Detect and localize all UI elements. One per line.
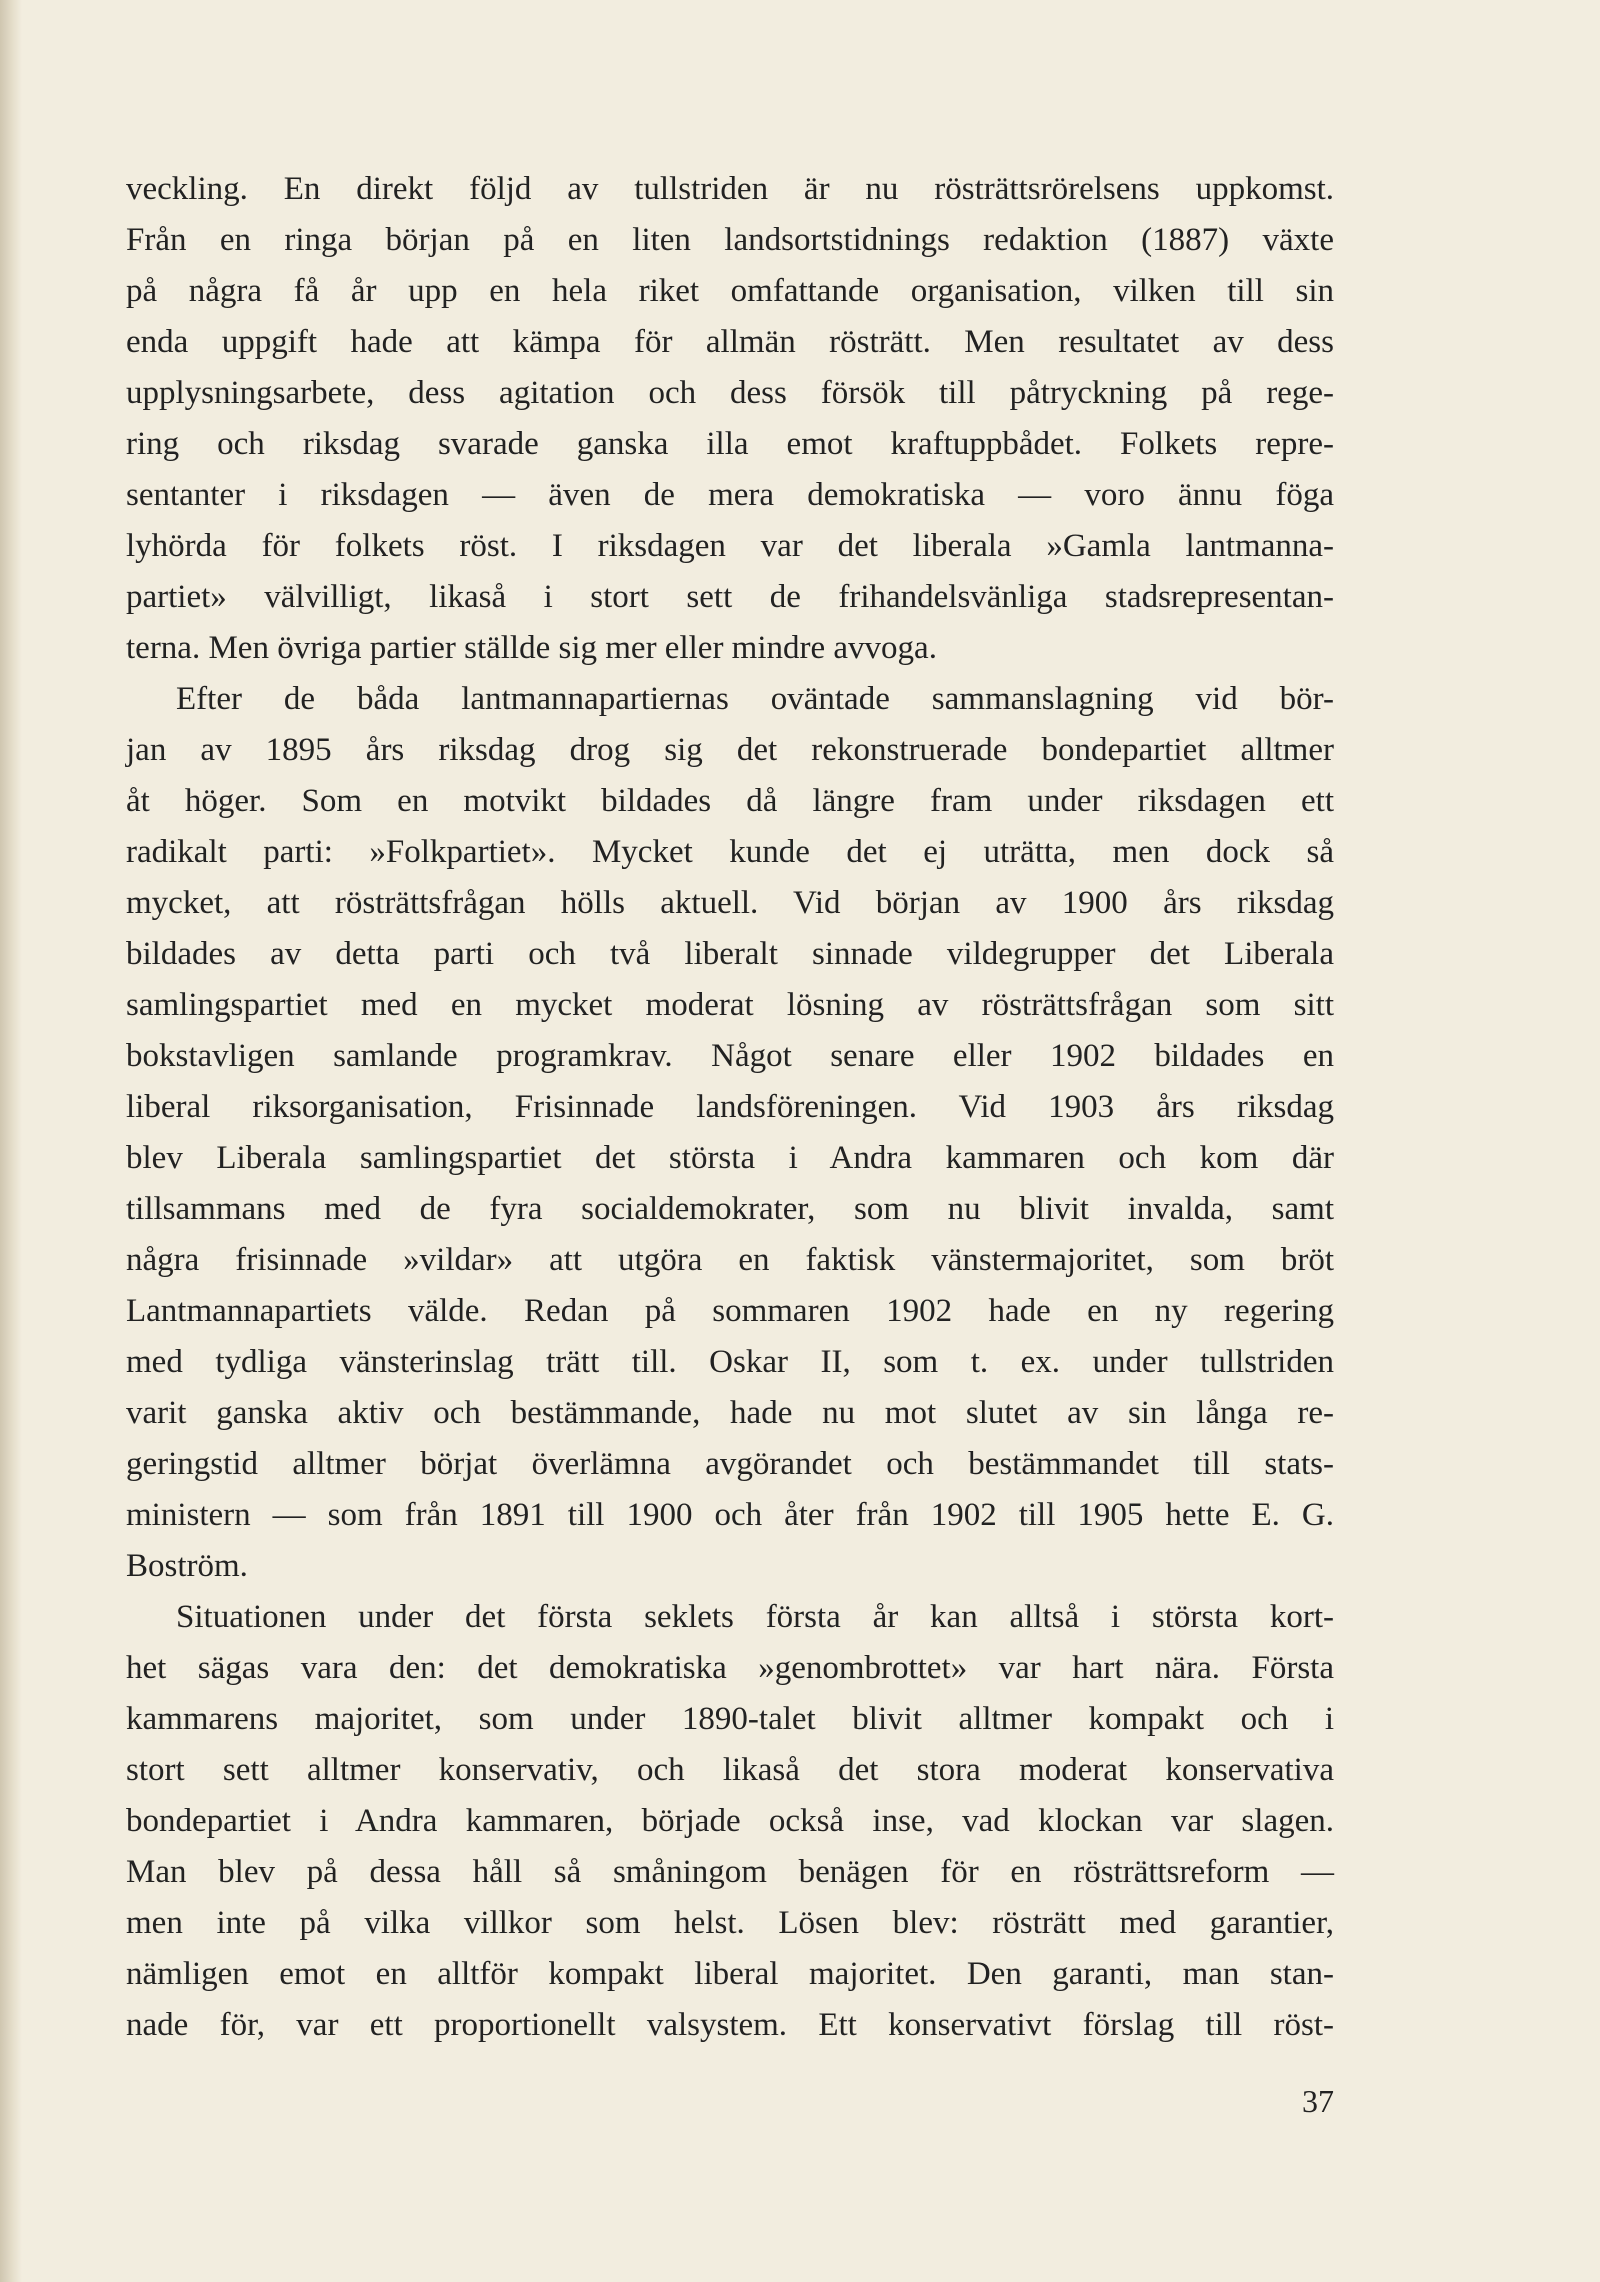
text-line: Från en ringa början på en liten landsortstidnings redaktion (1887) växte bbox=[126, 222, 1334, 258]
text-line: bildades av detta parti och två liberalt sinnade vildegrupper det Liberala bbox=[126, 936, 1334, 972]
text-line: mycket, att rösträttsfrågan hölls aktuell. Vid början av 1900 års riksdag bbox=[126, 885, 1334, 921]
text-line: radikalt parti: »Folkpartiet». Mycket kunde det ej uträtta, men dock så bbox=[126, 834, 1334, 870]
text-line: med tydliga vänsterinslag trätt till. Oskar II, som t. ex. under tullstriden bbox=[126, 1344, 1334, 1380]
text-line: Man blev på dessa håll så småningom benägen för en rösträttsreform — bbox=[126, 1854, 1334, 1890]
text-line: enda uppgift hade att kämpa för allmän rösträtt. Men resultatet av dess bbox=[126, 324, 1334, 360]
text-line: på några få år upp en hela riket omfattande organisation, vilken till sin bbox=[126, 273, 1334, 309]
body-text bbox=[126, 164, 1334, 2051]
text-line: bokstavligen samlande programkrav. Något senare eller 1902 bildades en bbox=[126, 1038, 1334, 1074]
text-line: nade för, var ett proportionellt valsystem. Ett konservativt förslag till röst- bbox=[126, 2007, 1334, 2043]
scan-edge bbox=[0, 0, 22, 2282]
text-line: stort sett alltmer konservativ, och likaså det stora moderat konservativa bbox=[126, 1752, 1334, 1788]
text-line: bondepartiet i Andra kammaren, började också inse, vad klockan var slagen. bbox=[126, 1803, 1334, 1839]
text-line: upplysningsarbete, dess agitation och dess försök till påtryckning på rege- bbox=[126, 375, 1334, 411]
text-line: partiet» välvilligt, likaså i stort sett de frihandelsvänliga stadsrepresentan- bbox=[126, 579, 1334, 615]
text-line: lyhörda för folkets röst. I riksdagen var det liberala »Gamla lantmanna- bbox=[126, 528, 1334, 564]
text-line: ring och riksdag svarade ganska illa emot kraftuppbådet. Folkets repre- bbox=[126, 426, 1334, 462]
text-line: jan av 1895 års riksdag drog sig det rekonstruerade bondepartiet alltmer bbox=[126, 732, 1334, 768]
text-line: varit ganska aktiv och bestämmande, hade nu mot slutet av sin långa re- bbox=[126, 1395, 1334, 1431]
text-line: sentanter i riksdagen — även de mera demokratiska — voro ännu föga bbox=[126, 477, 1334, 513]
text-line: blev Liberala samlingspartiet det största i Andra kammaren och kom där bbox=[126, 1140, 1334, 1176]
text-line: nämligen emot en alltför kompakt liberal majoritet. Den garanti, man stan- bbox=[126, 1956, 1334, 1992]
text-line: liberal riksorganisation, Frisinnade landsföreningen. Vid 1903 års riksdag bbox=[126, 1089, 1334, 1125]
text-line: Boström. bbox=[126, 1548, 248, 1584]
page-number: 37 bbox=[1302, 2083, 1334, 2119]
text-line: Lantmannapartiets välde. Redan på sommaren 1902 hade en ny regering bbox=[126, 1293, 1334, 1329]
text-line: kammarens majoritet, som under 1890-talet blivit alltmer kompakt och i bbox=[126, 1701, 1334, 1737]
text-line: veckling. En direkt följd av tullstriden är nu rösträttsrörelsens uppkomst. bbox=[126, 171, 1334, 207]
text-line: Efter de båda lantmannapartiernas oväntade sammanslagning vid bör- bbox=[176, 681, 1334, 717]
text-line: åt höger. Som en motvikt bildades då längre fram under riksdagen ett bbox=[126, 783, 1334, 819]
text-line: geringstid alltmer börjat överlämna avgörandet och bestämmandet till stats- bbox=[126, 1446, 1334, 1482]
text-line: samlingspartiet med en mycket moderat lösning av rösträttsfrågan som sitt bbox=[126, 987, 1334, 1023]
text-line: terna. Men övriga partier ställde sig mer eller mindre avvoga. bbox=[126, 630, 937, 666]
text-line: het sägas vara den: det demokratiska »genombrottet» var hart nära. Första bbox=[126, 1650, 1334, 1686]
text-line: några frisinnade »vildar» att utgöra en faktisk vänstermajoritet, som bröt bbox=[126, 1242, 1334, 1278]
text-line: ministern — som från 1891 till 1900 och åter från 1902 till 1905 hette E. G. bbox=[126, 1497, 1334, 1533]
text-line: men inte på vilka villkor som helst. Lösen blev: rösträtt med garantier, bbox=[126, 1905, 1334, 1941]
text-line: Situationen under det första seklets första år kan alltså i största kort- bbox=[176, 1599, 1334, 1635]
text-line: tillsammans med de fyra socialdemokrater, som nu blivit invalda, samt bbox=[126, 1191, 1334, 1227]
